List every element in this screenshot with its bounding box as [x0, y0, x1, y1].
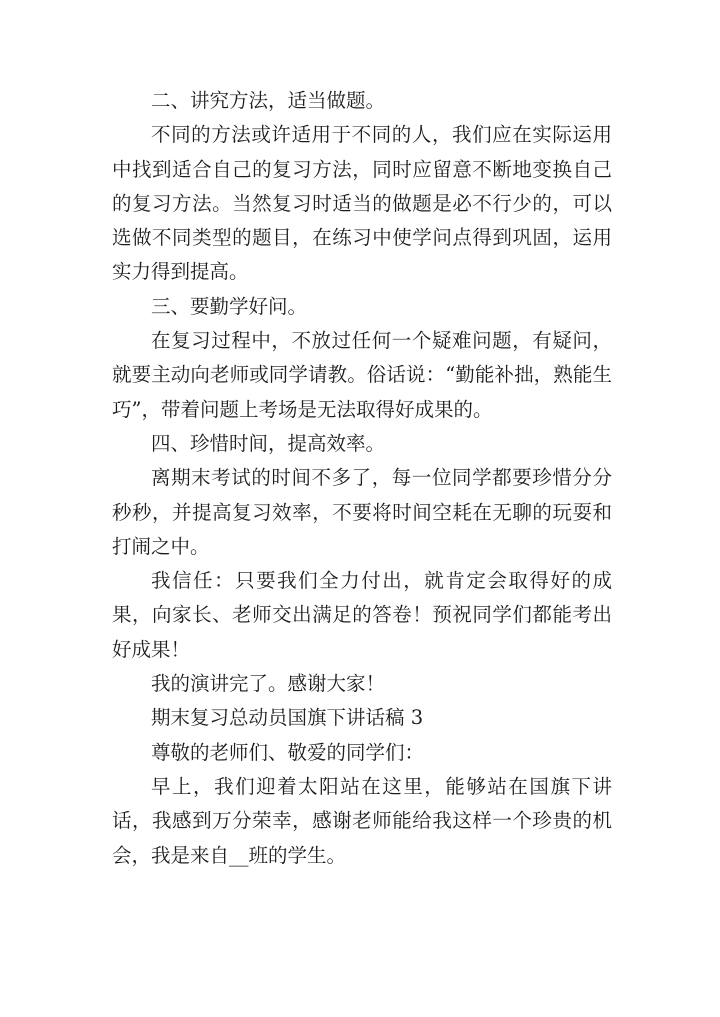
speech-salutation: 尊敬的老师们、敬爱的同学们：: [151, 740, 425, 764]
paragraph-methods: 不同的方法或许适用于不同的人，我们应在实际运用中找到适合自己的复习方法，同时应留意不断地变换自己的复习方法。当然复习时适当的做题是必不行少的，可以选做不同类型的题目，在练习中使学问点得到巩固，运用实力得到提高。: [112, 123, 612, 284]
section-heading-methods: 二、讲究方法，适当做题。: [151, 89, 386, 112]
paragraph-opening: 早上，我们迎着太阳站在这里，能够站在国旗下讲话，我感到万分荣幸，感谢老师能给我这样一个珍贵的机会，我是来自__班的学生。: [112, 774, 612, 867]
paragraph-time: 离期末考试的时间不多了，每一位同学都要珍惜分分秒秒，并提高复习效率，不要将时间空耗在无聊的玩耍和打闹之中。: [112, 466, 612, 558]
document-body: [112, 84, 612, 873]
section-heading-time: 四、珍惜时间，提高效率。: [151, 431, 386, 455]
section-heading-ask-questions: 三、要勤学好问。: [151, 294, 308, 318]
speech-title: 期末复习总动员国旗下讲话稿 3: [151, 706, 424, 730]
paragraph-belief: 我信任：只要我们全力付出，就肯定会取得好的成果，向家长、老师交出满足的答卷！预祝同学们都能考出好成果！: [112, 569, 612, 661]
paragraph-ask-questions: 在复习过程中，不放过任何一个疑难问题，有疑问，就要主动向老师或同学请教。俗话说：“勤能补拙，熟能生巧”，带着问题上考场是无法取得好成果的。: [112, 329, 612, 421]
paragraph-closing: 我的演讲完了。感谢大家！: [151, 672, 386, 696]
